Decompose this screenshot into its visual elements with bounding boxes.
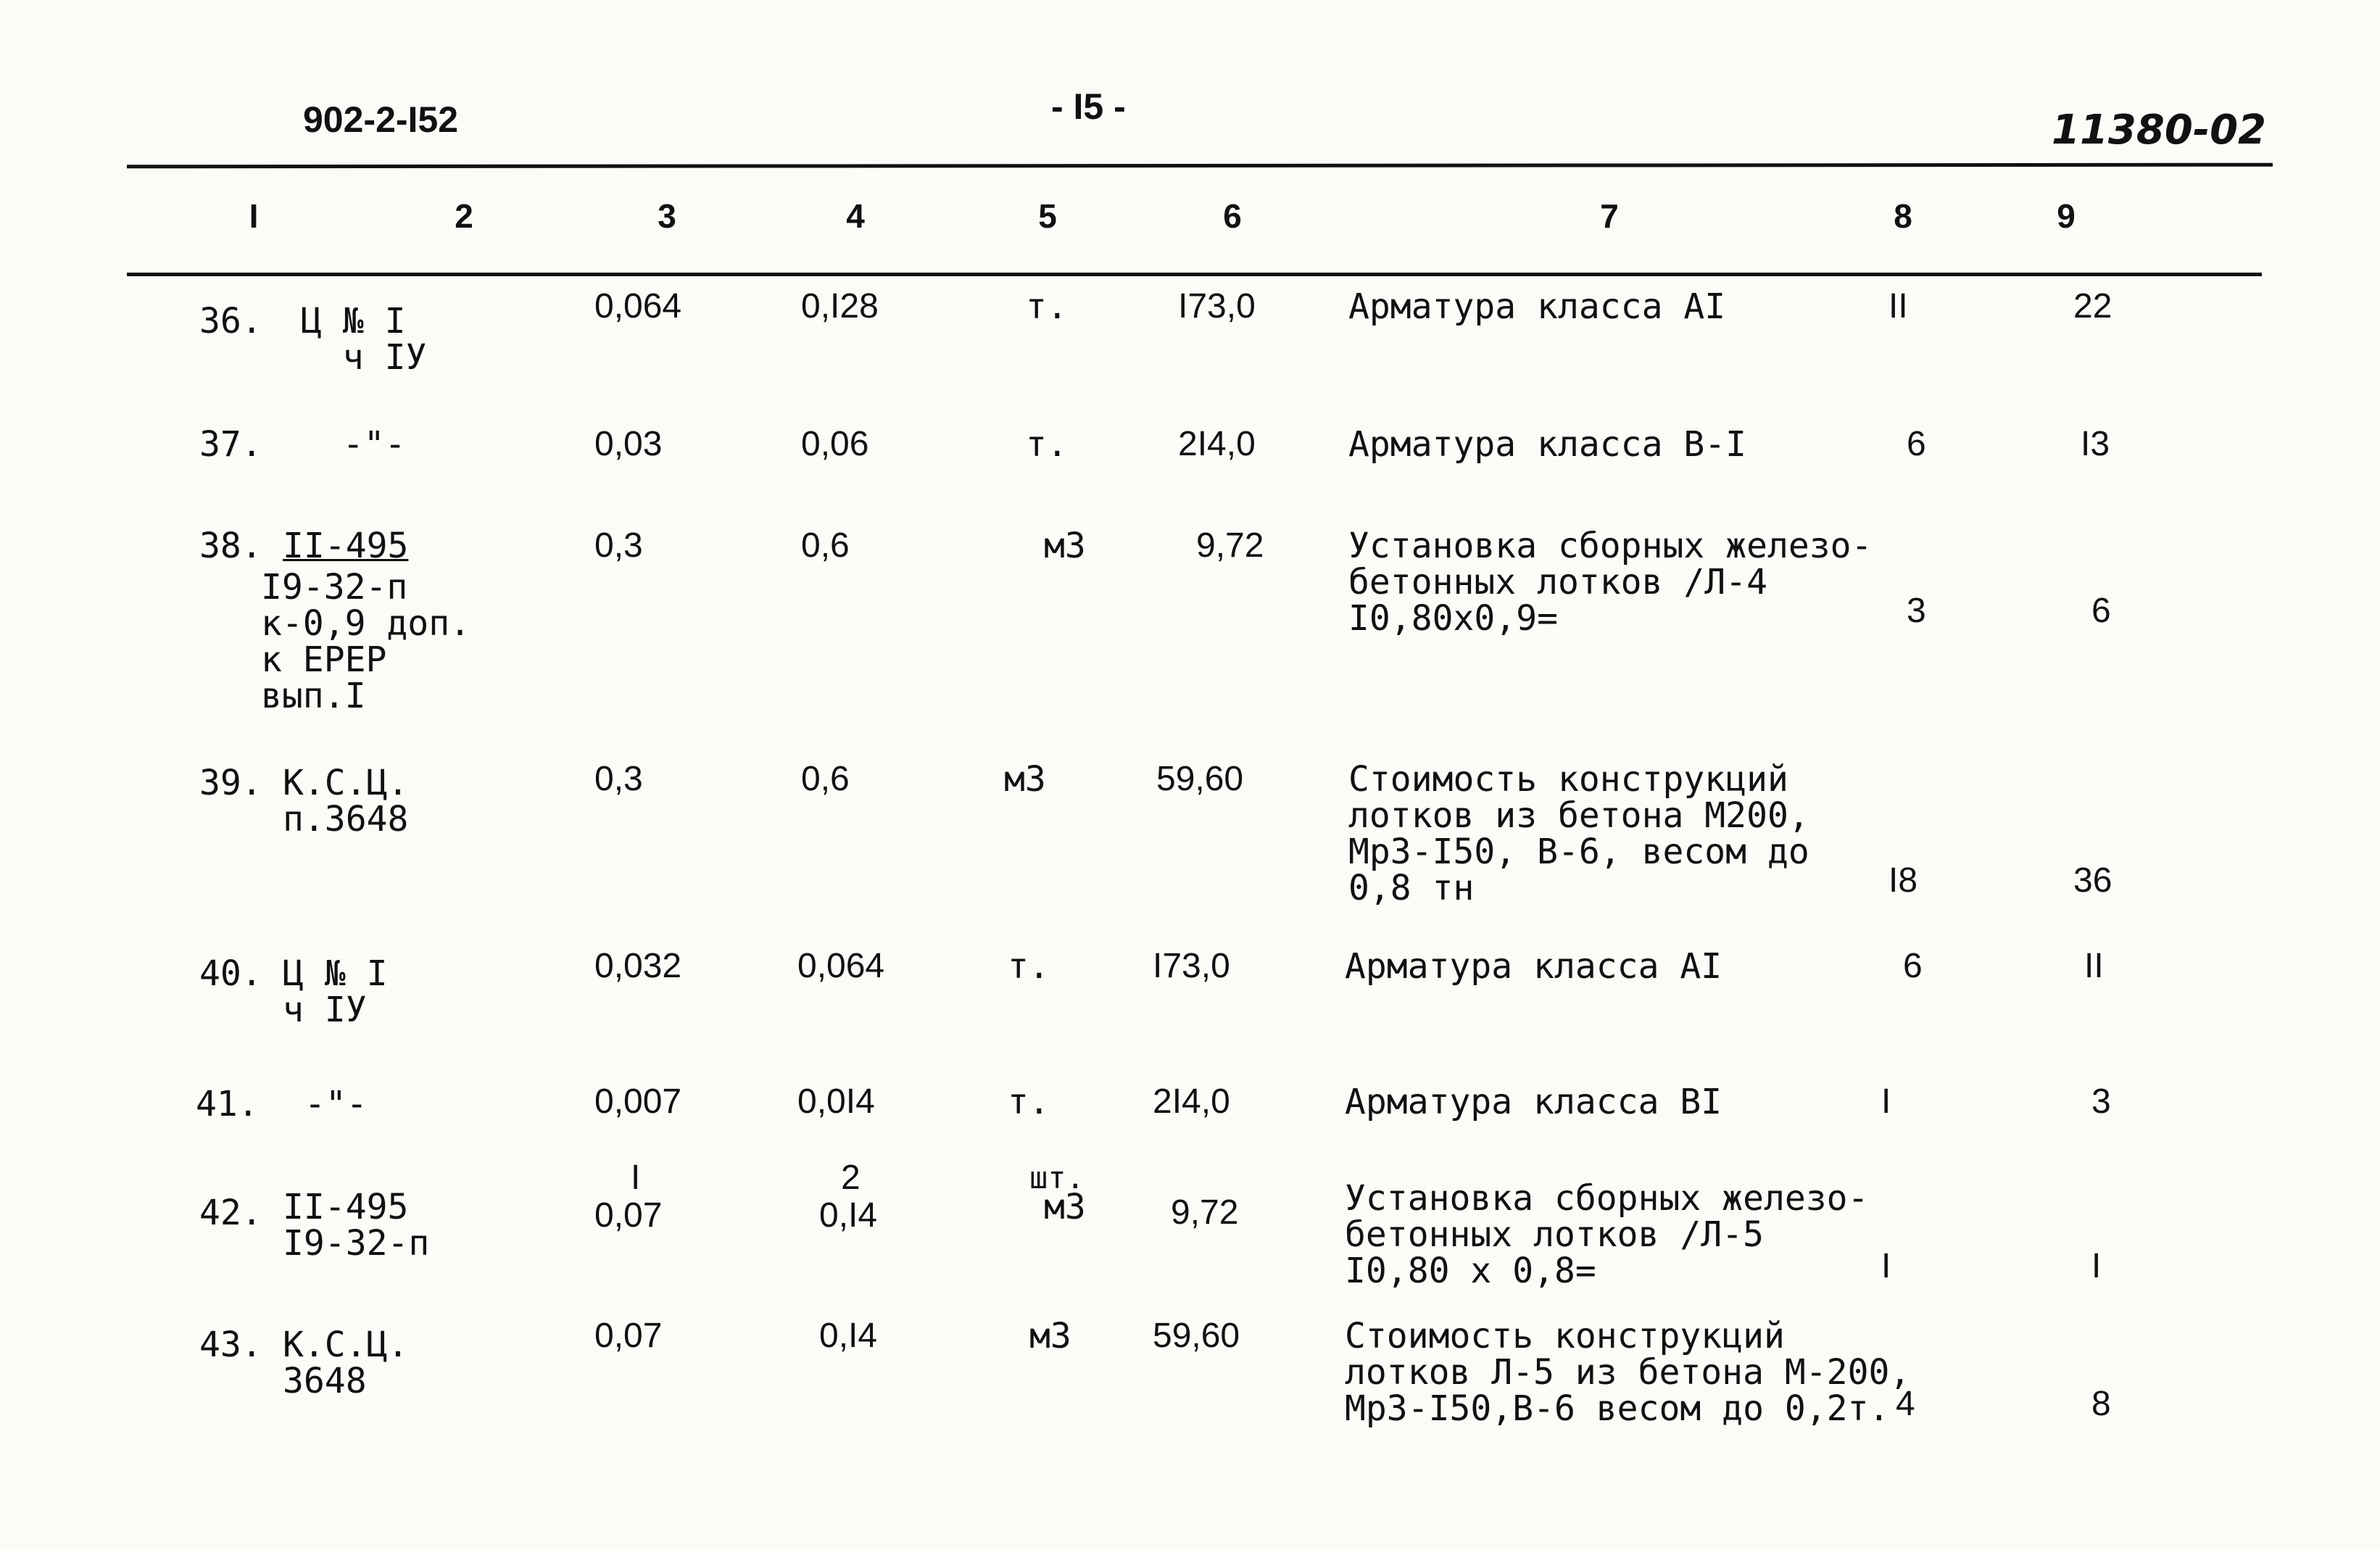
quantity-cell: 0,03 bbox=[594, 425, 663, 463]
unit-cell: т. bbox=[1026, 424, 1068, 465]
quantity-total-cell: 0,I4 bbox=[819, 1317, 878, 1355]
col8-cell: 6 bbox=[1903, 947, 1923, 985]
col8-cell: 3 bbox=[1907, 592, 1926, 630]
col-number-9: 9 bbox=[2057, 197, 2076, 235]
col-number-2: 2 bbox=[455, 197, 473, 235]
description-cell: Установка сборных железо- бетонных лотков /Л-5 I0,80 х 0,8= bbox=[1345, 1178, 1869, 1291]
quantity-total-cell: 0,0I4 bbox=[797, 1082, 875, 1121]
price-cell: 59,60 bbox=[1156, 760, 1244, 798]
row-number: 42. bbox=[199, 1193, 262, 1233]
quantity-cell: 0,07 bbox=[594, 1196, 663, 1235]
quantity-total-cell: 0,6 bbox=[801, 526, 850, 565]
price-cell: I73,0 bbox=[1153, 947, 1230, 985]
row-number: 39. bbox=[199, 763, 262, 803]
col8-cell: 6 bbox=[1907, 425, 1926, 463]
col9-cell: I3 bbox=[2081, 425, 2110, 463]
col9-cell: 3 bbox=[2091, 1082, 2111, 1121]
col8-cell: I bbox=[1881, 1082, 1891, 1121]
description-cell: Арматура класса ВI bbox=[1345, 1082, 1722, 1122]
quantity-cell: 0,032 bbox=[594, 947, 682, 985]
code-cell: -"- bbox=[304, 1084, 368, 1124]
col9-cell: 6 bbox=[2091, 592, 2111, 630]
quantity-total-count-cell: 2 bbox=[841, 1159, 861, 1197]
unit-cell: м3 bbox=[1029, 1316, 1071, 1356]
header-bottom-rule bbox=[127, 273, 2262, 276]
col-number-4: 4 bbox=[846, 197, 865, 235]
quantity-total-cell: 0,6 bbox=[801, 760, 850, 798]
price-cell: 2I4,0 bbox=[1153, 1082, 1230, 1121]
col9-cell: 22 bbox=[2073, 287, 2112, 326]
code-cell: Ц № I ч IУ bbox=[283, 953, 388, 1030]
quantity-cell: 0,3 bbox=[594, 760, 643, 798]
row-number: 40. bbox=[199, 953, 262, 994]
unit-cell: м3 bbox=[1044, 1187, 1086, 1227]
col9-cell: I bbox=[2091, 1247, 2102, 1285]
description-cell: Арматура класса В-I bbox=[1348, 424, 1747, 465]
col-number-7: 7 bbox=[1600, 197, 1619, 235]
col-number-1: I bbox=[249, 197, 259, 235]
row-number: 43. bbox=[199, 1325, 262, 1365]
description-cell: Стоимость конструкций лотков Л-5 из бетона М-200, МрЗ-I50,В-6 весом до 0,2т. bbox=[1345, 1316, 1911, 1429]
col8-cell: 4 bbox=[1896, 1385, 1915, 1423]
unit-cell: т. bbox=[1008, 946, 1050, 987]
code-cell: К.С.Ц. 3648 bbox=[283, 1325, 409, 1401]
col8-cell: I bbox=[1881, 1247, 1891, 1285]
col-number-3: 3 bbox=[658, 197, 676, 235]
row-number: 38. bbox=[199, 526, 262, 566]
code-cell: Ц № I ч IУ bbox=[301, 301, 427, 378]
col-number-5: 5 bbox=[1038, 197, 1057, 235]
quantity-count-cell: I bbox=[631, 1159, 641, 1197]
row-number: 36. bbox=[199, 301, 262, 341]
col9-cell: II bbox=[2084, 947, 2104, 985]
price-cell: I73,0 bbox=[1178, 287, 1256, 326]
quantity-total-cell: 0,06 bbox=[801, 425, 869, 463]
unit-cell: т. bbox=[1008, 1082, 1050, 1122]
code-cell: I9-32-п к-0,9 доп. к ЕРЕР вып.I bbox=[261, 567, 470, 716]
col8-cell: I8 bbox=[1888, 861, 1918, 900]
col9-cell: 36 bbox=[2073, 861, 2112, 900]
quantity-cell: 0,064 bbox=[594, 287, 682, 326]
code-cell-underlined: II-495 bbox=[283, 526, 409, 566]
quantity-cell: 0,3 bbox=[594, 526, 643, 565]
price-cell: 59,60 bbox=[1153, 1317, 1240, 1355]
code-cell: II-495 I9-32-п bbox=[283, 1187, 430, 1264]
page-number: - I5 - bbox=[1051, 86, 1126, 127]
col-number-8: 8 bbox=[1894, 197, 1912, 235]
unit-count-cell: шт. bbox=[1029, 1160, 1085, 1195]
price-cell: 9,72 bbox=[1171, 1193, 1239, 1232]
col9-cell: 8 bbox=[2091, 1385, 2111, 1423]
quantity-total-cell: 0,I28 bbox=[801, 287, 879, 326]
top-rule bbox=[127, 163, 2273, 169]
col-number-6: 6 bbox=[1223, 197, 1242, 235]
description-cell: Стоимость конструкций лотков из бетона М200, МрЗ-I50, В-6, весом до 0,8 тн bbox=[1348, 759, 1809, 908]
inventory-number: 11380-02 bbox=[2052, 107, 2266, 154]
description-cell: Арматура класса АI bbox=[1345, 946, 1722, 987]
col8-cell: II bbox=[1888, 287, 1908, 326]
unit-cell: т. bbox=[1026, 286, 1068, 327]
quantity-total-cell: 0,I4 bbox=[819, 1196, 878, 1235]
price-cell: 9,72 bbox=[1196, 526, 1264, 565]
document-code: 902-2-I52 bbox=[303, 99, 459, 140]
unit-cell: м3 bbox=[1044, 526, 1086, 566]
description-cell: Установка сборных железо- бетонных лотков /Л-4 I0,80х0,9= bbox=[1348, 526, 1873, 639]
row-number: 41. bbox=[196, 1084, 259, 1124]
quantity-cell: 0,007 bbox=[594, 1082, 682, 1121]
code-cell: -"- bbox=[301, 424, 406, 465]
code-cell: К.С.Ц. п.3648 bbox=[283, 763, 409, 840]
description-cell: Арматура класса АI bbox=[1348, 286, 1726, 327]
quantity-total-cell: 0,064 bbox=[797, 947, 885, 985]
price-cell: 2I4,0 bbox=[1178, 425, 1256, 463]
quantity-cell: 0,07 bbox=[594, 1317, 663, 1355]
row-number: 37. bbox=[199, 424, 262, 465]
unit-cell: м3 bbox=[1004, 759, 1046, 800]
